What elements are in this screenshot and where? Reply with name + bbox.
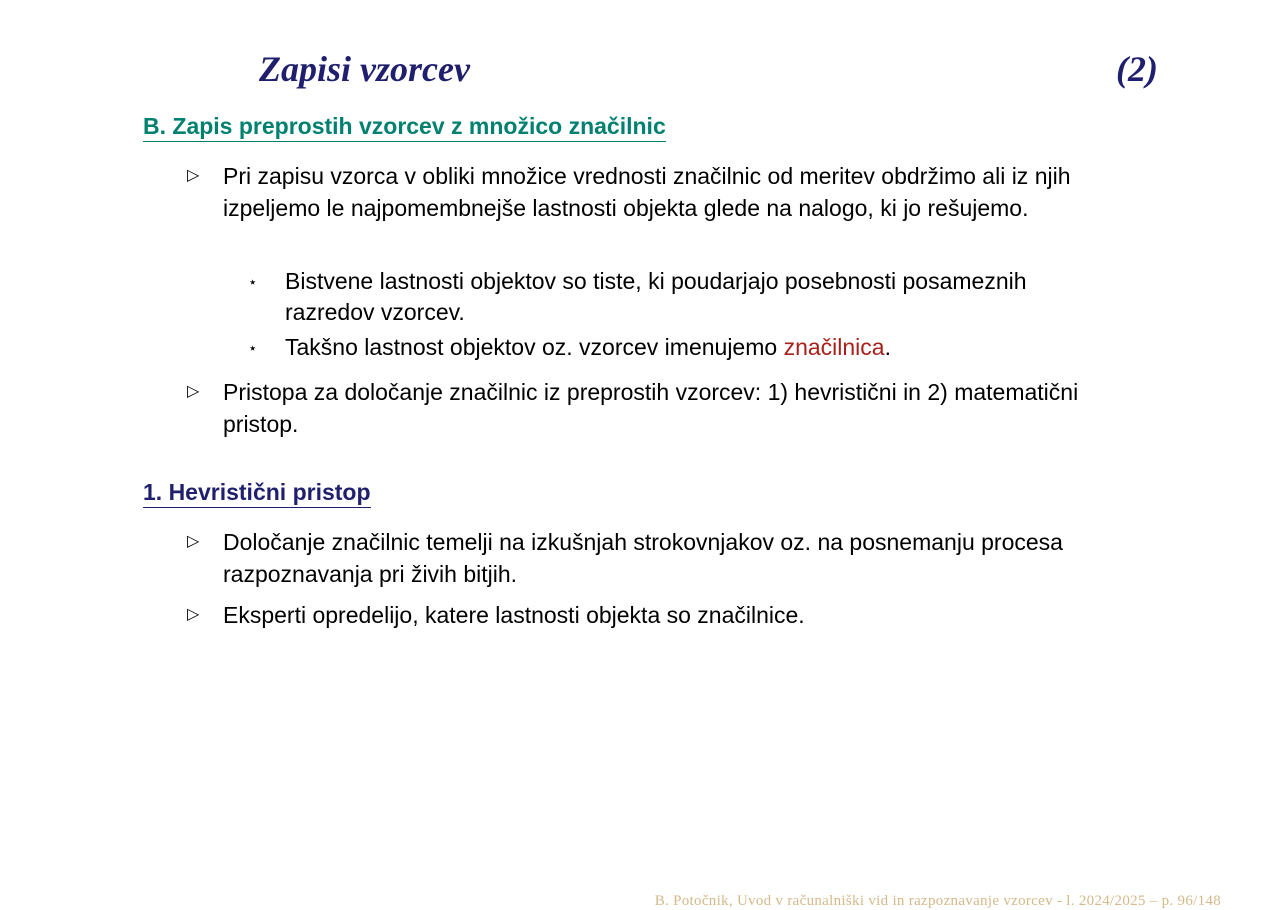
bullet-item xyxy=(187,526,1107,590)
section-1-heading: 1. Hevristični pristop xyxy=(143,479,371,508)
star-bullet-icon: ⋆ xyxy=(248,274,258,291)
star-bullet-icon: ⋆ xyxy=(248,340,258,357)
slide-number: (2) xyxy=(1116,49,1158,89)
triangle-bullet-icon: ▷ xyxy=(187,533,200,550)
sub-bullet-item xyxy=(248,266,1108,328)
slide-footer: B. Potočnik, Uvod v računalniški vid in razpoznavanje vzorcev - l. 2024/2025 – p. 96/148 xyxy=(654,893,1221,909)
triangle-bullet-icon: ▷ xyxy=(187,167,200,184)
sub-bullet-text-before: Takšno lastnost objektov oz. vzorcev imenujemo xyxy=(285,334,784,360)
bullet-item xyxy=(187,160,1107,224)
bullet-text: Eksperti opredelijo, katere lastnosti objekta so značilnice. xyxy=(223,602,805,628)
bullet-item xyxy=(187,376,1107,440)
slide-title: Zapisi vzorcev xyxy=(259,49,470,89)
section-b-heading: B. Zapis preprostih vzorcev z množico značilnic xyxy=(143,113,666,142)
sub-bullet-text xyxy=(285,332,1108,363)
highlighted-term: značilnica xyxy=(783,334,885,360)
triangle-bullet-icon: ▷ xyxy=(187,383,200,400)
sub-bullet-text-after: . xyxy=(884,334,891,360)
bullet-text: Pri zapisu vzorca v obliki množice vrednosti značilnic od meritev obdržimo ali iz njih izpeljemo le najpomembnejše lastnosti objekta glede na nalogo, ki jo rešujemo. xyxy=(223,163,1071,221)
bullet-item xyxy=(187,599,1107,631)
sub-bullet-item xyxy=(248,332,1108,363)
triangle-bullet-icon: ▷ xyxy=(187,606,200,623)
sub-bullet-text: Bistvene lastnosti objektov so tiste, ki poudarjajo posebnosti posameznih razredov vzorcev. xyxy=(285,268,1027,325)
bullet-text: Pristopa za določanje značilnic iz preprostih vzorcev: 1) hevristični in 2) matematični pristop. xyxy=(223,379,1079,437)
bullet-text: Določanje značilnic temelji na izkušnjah strokovnjakov oz. na posnemanju procesa razpoznavanja pri živih bitjih. xyxy=(223,529,1063,587)
